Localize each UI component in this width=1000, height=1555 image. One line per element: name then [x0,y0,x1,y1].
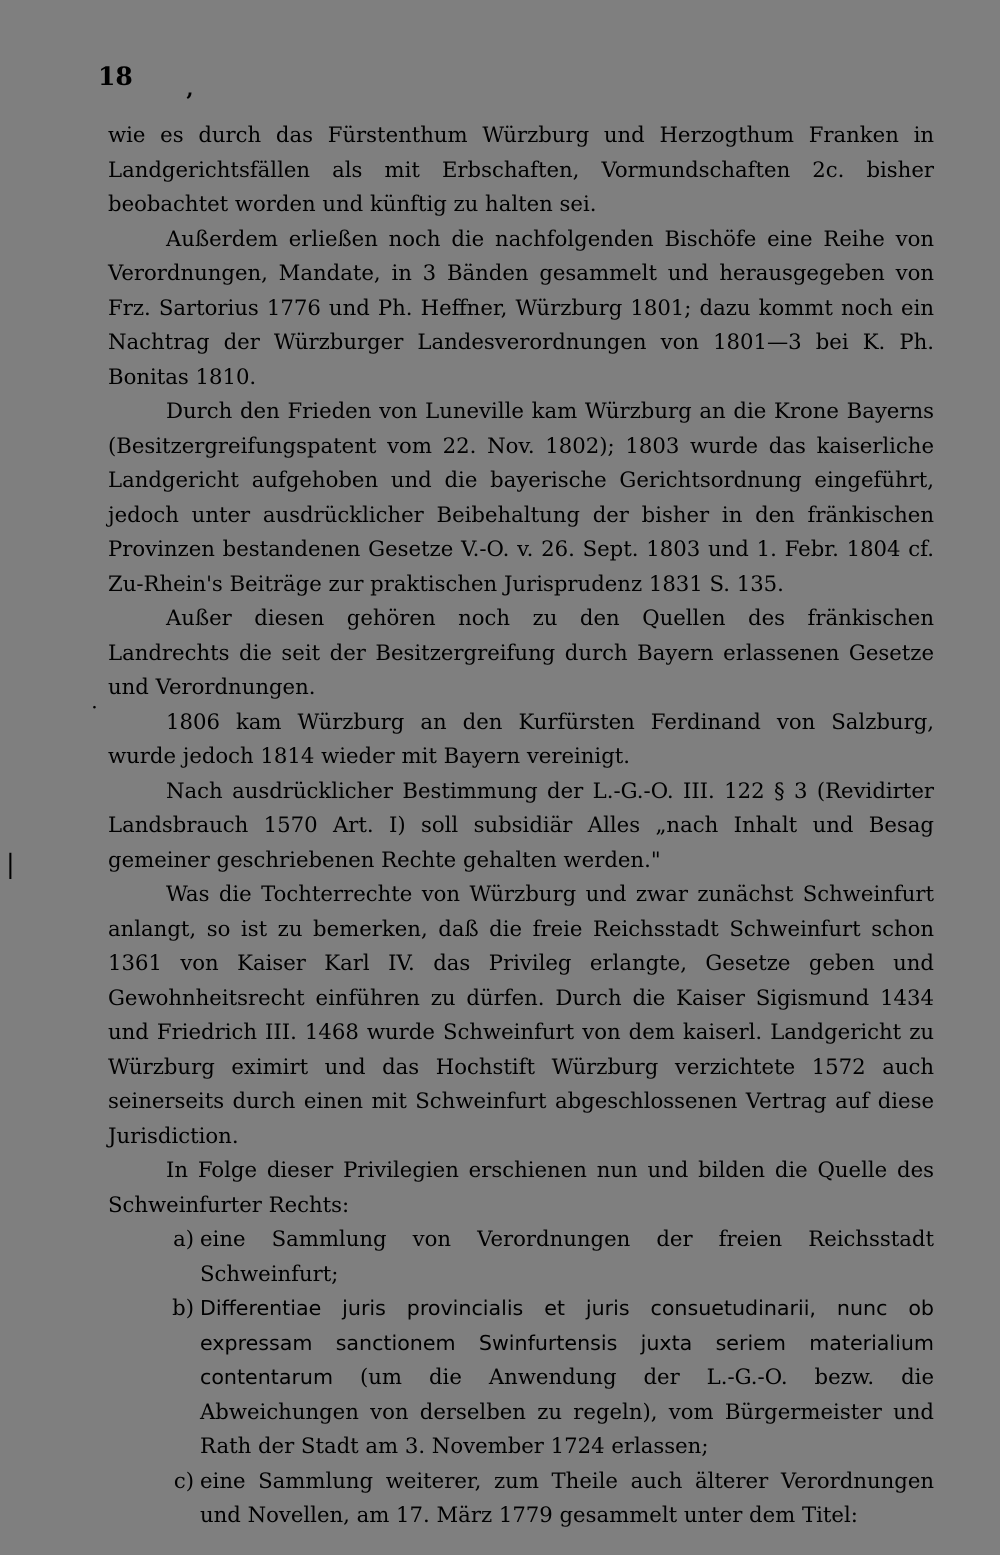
list-marker: b) [172,1295,194,1320]
margin-bar-mark: | [6,850,15,880]
latin-title: Differentiae juris provincialis et juris consuetudinarii, nunc ob expressam sanctionem Swinfurtensis juxta seriem materialium contentarum [200,1296,934,1389]
paragraph-3: Durch den Frieden von Luneville kam Würzburg an die Krone Bayerns (Besitzergreifungspatent vom 22. Nov. 1802); 1803 wurde das kaiserliche Landgericht aufgehoben und die bayerische Gerichtsordnung eingeführt, jedoch unter ausdrücklicher Beibehaltung der bisher in den fränkischen Provinzen bestandenen Gesetze V.-O. v. 26. Sept. 1803 und 1. Febr. 1804 cf. Zu-Rhein's Beiträge zur praktischen Jurisprudenz 1831 S. 135. [108,398,934,596]
list-item-text: eine Sammlung von Verordnungen der freien Reichsstadt Schweinfurt; [200,1226,934,1286]
sources-list [108,1222,934,1533]
list-item-text: eine Sammlung weiterer, zum Theile auch älterer Verordnungen und Novellen, am 17. März 1779 gesammelt unter dem Titel: [200,1467,934,1527]
list-marker: a) [173,1226,194,1251]
paragraph-7: Was die Tochterrechte von Würzburg und zwar zunächst Schweinfurt anlangt, so ist zu bemerken, daß die freie Reichsstadt Schweinfurt schon 1361 von Kaiser Karl IV. das Privileg erlangte, Gesetze geben und Gewohnheitsrecht einführen zu dürfen. Durch die Kaiser Sigismund 1434 und Friedrich III. 1468 wurde Schweinfurt von dem kaiserl. Landgericht zu Würzburg eximirt und das Hochstift Würzburg verzichtete 1572 auch seinerseits durch einen mit Schweinfurt abgeschlossenen Vertrag auf diese Jurisdiction. [108,881,934,1148]
body-text [108,118,934,1533]
list-item [108,1291,934,1464]
paragraph-4: Außer diesen gehören noch zu den Quellen des fränkischen Landrechts die seit der Besitzergreifung durch Bayern erlassenen Gesetze und Verordnungen. [108,605,934,699]
list-item [108,1464,934,1533]
list-marker: c) [173,1467,194,1493]
list-item-rest: (um die Anwendung der L.-G.-O. bezw. die Abweichungen von derselben zu regeln), vom Bürgermeister und Rath der Stadt am 3. November 1724 erlassen; [200,1364,934,1458]
paragraph-8: In Folge dieser Privilegien erschienen nun und bilden die Quelle des Schweinfurter Rechts: [108,1157,934,1217]
margin-dot-mark: · [92,700,97,716]
list-item-text [200,1291,934,1464]
paragraph-5: 1806 kam Würzburg an den Kurfürsten Ferdinand von Salzburg, wurde jedoch 1814 wieder mit Bayern vereinigt. [108,708,934,768]
page-number: 18 [98,62,133,91]
paragraph-6: Nach ausdrücklicher Bestimmung der L.-G.-O. III. 122 § 3 (Revidirter Landsbrauch 1570 Art. I) soll subsidiär Alles „nach Inhalt und Besag gemeiner geschriebenen Rechte gehalten werden." [108,777,934,872]
stray-comma-mark: ‚ [186,76,194,102]
paragraph-1: wie es durch das Fürstenthum Würzburg und Herzogthum Franken in Landgerichtsfällen als mit Erbschaften, Vormundschaften 2c. bisher beobachtet worden und künftig zu halten sei. [108,122,934,216]
paragraph-2: Außerdem erließen noch die nachfolgenden Bischöfe eine Reihe von Verordnungen, Mandate, in 3 Bänden gesammelt und herausgegeben von Frz. Sartorius 1776 und Ph. Heffner, Würzburg 1801; dazu kommt noch ein Nachtrag der Würzburger Landesverordnungen von 1801—3 bei K. Ph. Bonitas 1810. [108,225,934,389]
list-item [108,1222,934,1291]
